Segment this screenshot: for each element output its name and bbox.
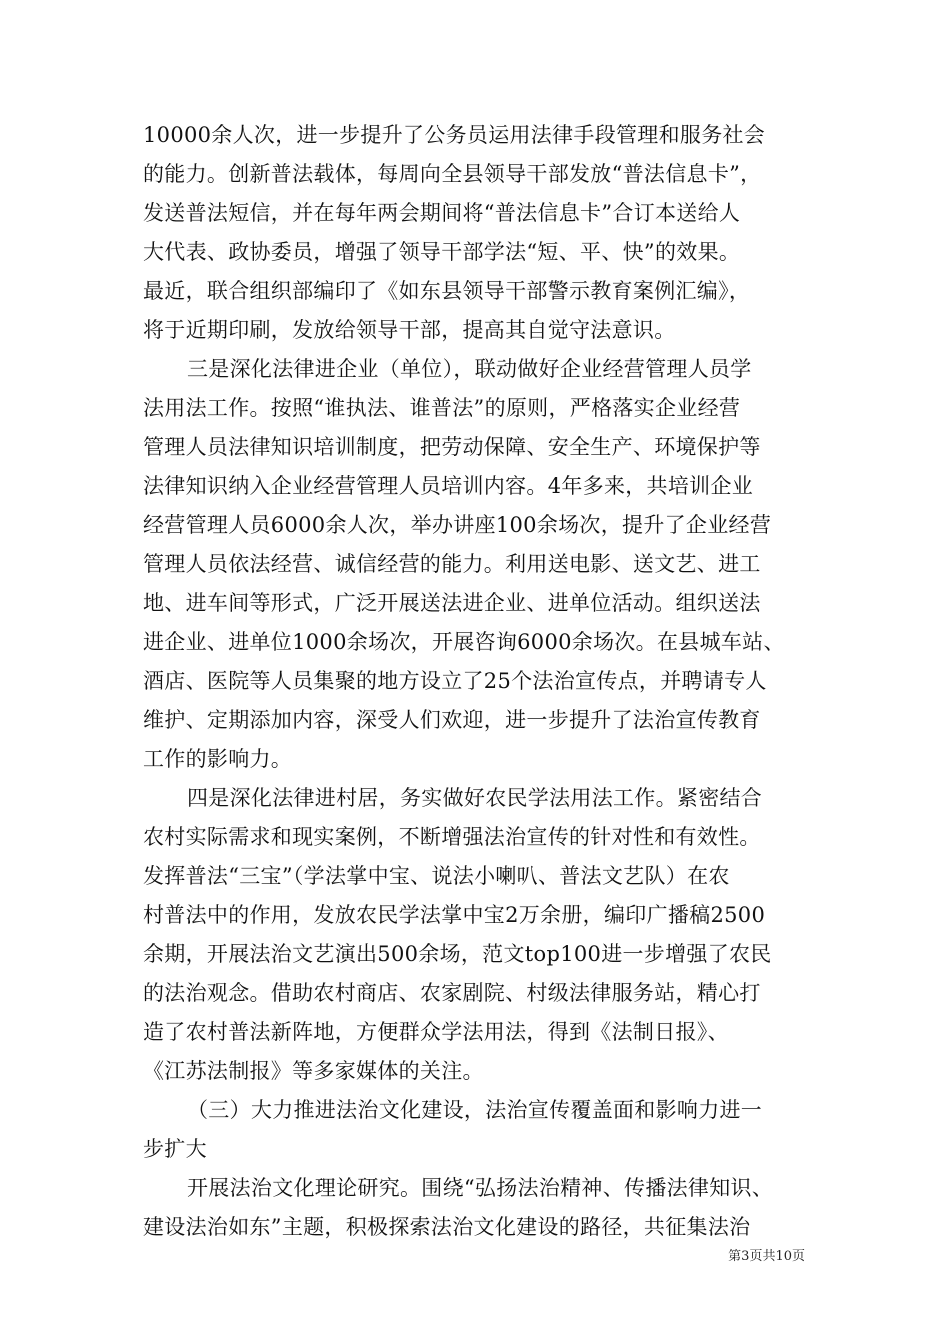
text-line: 管理人员依法经营、诚信经营的能力。利用送电影、送文艺、进工 (143, 552, 761, 576)
text-line: 维护、定期添加内容，深受人们欢迎，进一步提升了法治宣传教育 (143, 708, 761, 732)
text-line: 发挥普法“三宝”（学法掌中宝、说法小喇叭、普法文艺队）在农 (143, 864, 730, 888)
text-line: 发送普法短信，并在每年两会期间将“普法信息卡”合订本送给人 (143, 201, 741, 225)
paragraph-start-line: 三是深化法律进企业（单位），联动做好企业经营管理人员学 (187, 357, 752, 381)
text-line: 酒店、医院等人员集聚的地方设立了25个法治宣传点，并聘请专人 (143, 669, 767, 693)
section-heading-line: 步扩大 (143, 1137, 207, 1161)
text-line: 最近，联合组织部编印了《如东县领导干部警示教育案例汇编》， (143, 279, 751, 303)
page-number: 第3页共10页 (728, 1249, 805, 1264)
text-line: 经营管理人员6000余人次，举办讲座100余场次，提升了企业经营 (143, 513, 772, 537)
text-line: 农村实际需求和现实案例，不断增强法治宣传的针对性和有效性。 (143, 825, 761, 849)
text-line: 的能力。创新普法载体，每周向全县领导干部发放“普法信息卡”， (143, 162, 762, 186)
text-line: 村普法中的作用，发放农民学法掌中宝2万余册，编印广播稿2500 (143, 903, 766, 927)
text-line: 管理人员法律知识培训制度，把劳动保障、安全生产、环境保护等 (143, 435, 761, 459)
text-line: 余期，开展法治文艺演出500余场，范文top100进一步增强了农民 (143, 942, 772, 966)
text-line: 法用法工作。按照“谁执法、谁普法”的原则，严格落实企业经营 (143, 396, 741, 420)
text-line: 地、进车间等形式，广泛开展送法进企业、进单位活动。组织送法 (143, 591, 761, 615)
text-line: 10000余人次，进一步提升了公务员运用法律手段管理和服务社会 (143, 123, 766, 147)
text-line: 《江苏法制报》等多家媒体的关注。 (143, 1059, 484, 1083)
text-line: 的法治观念。借助农村商店、农家剧院、村级法律服务站，精心打 (143, 981, 761, 1005)
text-line: 造了农村普法新阵地，方便群众学法用法，得到《法制日报》、 (143, 1020, 729, 1044)
text-line: 将于近期印刷，发放给领导干部，提高其自觉守法意识。 (143, 318, 676, 342)
section-heading-line: （三）大力推进法治文化建设，法治宣传覆盖面和影响力进一 (187, 1098, 763, 1122)
paragraph-start-line: 四是深化法律进村居，务实做好农民学法用法工作。紧密结合 (187, 786, 763, 810)
paragraph-start-line: 开展法治文化理论研究。围绕“弘扬法治精神、传播法律知识、 (187, 1176, 774, 1200)
text-line: 工作的影响力。 (143, 747, 293, 771)
text-line: 进企业、进单位1000余场次，开展咨询6000余场次。在县城车站、 (143, 630, 785, 654)
text-line: 大代表、政协委员，增强了领导干部学法“短、平、快”的效果。 (143, 240, 741, 264)
text-line: 建设法治如东”主题，积极探索法治文化建设的路径，共征集法治 (143, 1215, 751, 1239)
document-body (143, 116, 813, 1247)
text-line: 法律知识纳入企业经营管理人员培训内容。4年多来，共培训企业 (143, 474, 754, 498)
